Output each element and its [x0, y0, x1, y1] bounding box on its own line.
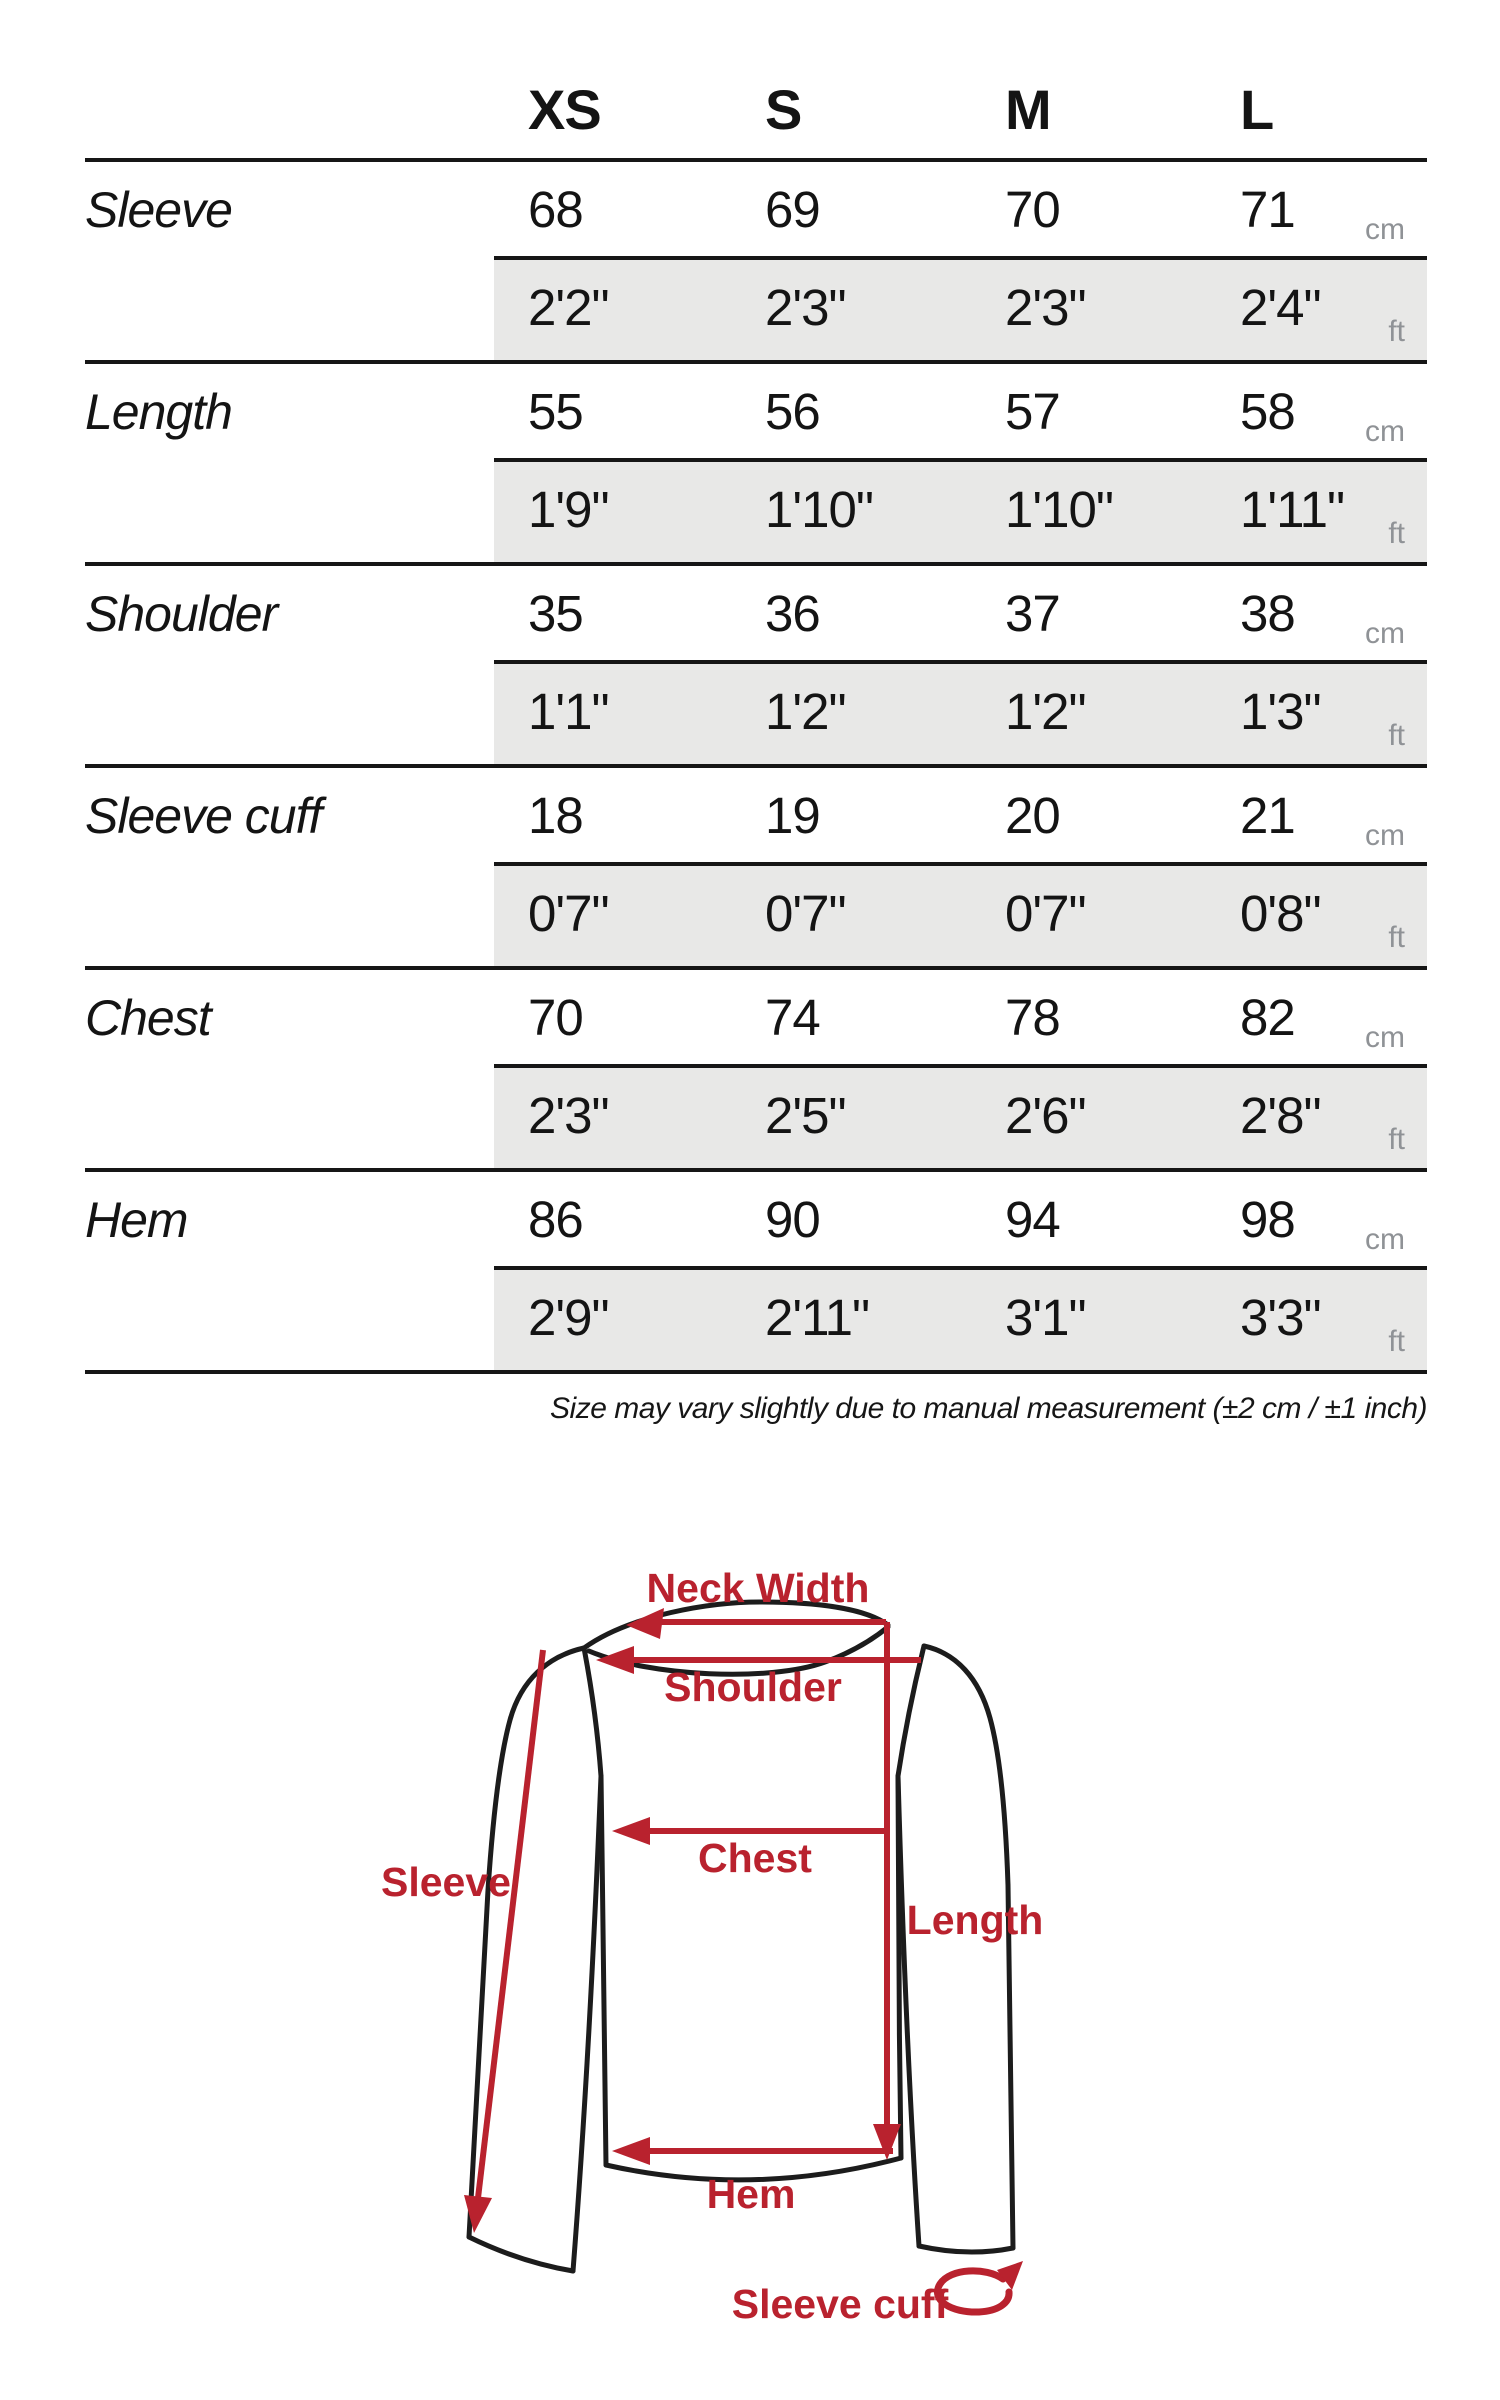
table-row-hem	[0, 1172, 1500, 1374]
ft-value: 2'3"	[1005, 279, 1086, 336]
ft-value: 0'8"	[1240, 885, 1321, 942]
ft-value: 1'3"	[1240, 683, 1321, 740]
table-row-sleeve-cuff	[0, 768, 1500, 970]
ft-value: 2'9"	[528, 1289, 609, 1346]
row-label: Sleeve	[85, 182, 232, 238]
unit-ft-label: ft	[1388, 921, 1405, 954]
ft-value: 1'2"	[765, 683, 846, 740]
diagram-label-sleeve: Sleeve	[381, 1859, 511, 1905]
sleeve-cuff-arrow	[937, 2261, 1023, 2312]
size-header-l: L	[1240, 78, 1274, 141]
cm-value: 20	[1005, 787, 1060, 844]
cm-value: 78	[1005, 989, 1060, 1046]
table-row-shoulder	[0, 566, 1500, 768]
cm-value: 70	[1005, 181, 1060, 238]
row-label: Sleeve cuff	[85, 788, 322, 844]
row-label: Chest	[85, 990, 211, 1046]
ft-value: 2'5"	[765, 1087, 846, 1144]
ft-value: 3'1"	[1005, 1289, 1086, 1346]
cm-value: 21	[1240, 787, 1295, 844]
ft-value: 1'9"	[528, 481, 609, 538]
cm-value: 70	[528, 989, 583, 1046]
cm-value: 94	[1005, 1191, 1060, 1248]
cm-value: 71	[1240, 181, 1295, 238]
cm-value: 36	[765, 585, 820, 642]
unit-cm-label: cm	[1365, 415, 1405, 448]
diagram-label-length: Length	[906, 1897, 1044, 1943]
cm-value: 38	[1240, 585, 1295, 642]
unit-cm-label: cm	[1365, 213, 1405, 246]
unit-cm-label: cm	[1365, 617, 1405, 650]
row-label: Hem	[85, 1192, 188, 1248]
ft-value: 2'4"	[1240, 279, 1321, 336]
diagram-label-hem: Hem	[706, 2171, 796, 2217]
ft-value: 2'3"	[765, 279, 846, 336]
diagram-label-chest: Chest	[698, 1835, 812, 1881]
ft-value: 1'10"	[1005, 481, 1113, 538]
unit-ft-label: ft	[1388, 719, 1405, 752]
row-label: Length	[85, 384, 232, 440]
ft-value: 0'7"	[528, 885, 609, 942]
ft-value: 1'1"	[528, 683, 609, 740]
unit-ft-label: ft	[1388, 1123, 1405, 1156]
measurement-disclaimer: Size may vary slightly due to manual measurement (±2 cm / ±1 inch)	[550, 1392, 1427, 1425]
cm-value: 86	[528, 1191, 583, 1248]
size-header-s: S	[765, 78, 802, 141]
ft-value: 2'6"	[1005, 1087, 1086, 1144]
ft-value: 2'11"	[765, 1289, 870, 1346]
table-row-length	[0, 364, 1500, 566]
hem-arrow	[612, 2137, 893, 2165]
ft-value: 2'3"	[528, 1087, 609, 1144]
table-row-chest	[0, 970, 1500, 1172]
unit-ft-label: ft	[1388, 517, 1405, 550]
cm-value: 58	[1240, 383, 1295, 440]
ft-value: 3'3"	[1240, 1289, 1321, 1346]
cm-value: 18	[528, 787, 583, 844]
cm-value: 68	[528, 181, 583, 238]
unit-cm-label: cm	[1365, 819, 1405, 852]
diagram-label-neck-width: Neck Width	[646, 1565, 870, 1611]
unit-cm-label: cm	[1365, 1223, 1405, 1256]
cm-value: 35	[528, 585, 583, 642]
size-header-m: M	[1005, 78, 1051, 141]
ft-value: 2'2"	[528, 279, 609, 336]
unit-ft-label: ft	[1388, 1325, 1405, 1358]
cm-value: 82	[1240, 989, 1295, 1046]
cm-value: 69	[765, 181, 820, 238]
row-separator	[85, 1370, 1427, 1374]
ft-value: 1'11"	[1240, 481, 1345, 538]
cm-value: 57	[1005, 383, 1060, 440]
cm-value: 37	[1005, 585, 1060, 642]
size-header-xs: XS	[528, 78, 601, 141]
cm-value: 55	[528, 383, 583, 440]
ft-value: 0'7"	[1005, 885, 1086, 942]
table-row-sleeve	[0, 162, 1500, 364]
garment-measurement-diagram	[0, 1530, 1500, 2400]
cm-value: 98	[1240, 1191, 1295, 1248]
ft-value: 1'2"	[1005, 683, 1086, 740]
diagram-label-shoulder: Shoulder	[664, 1664, 842, 1710]
row-label: Shoulder	[85, 586, 278, 642]
unit-cm-label: cm	[1365, 1021, 1405, 1054]
cm-value: 74	[765, 989, 820, 1046]
ft-value: 2'8"	[1240, 1087, 1321, 1144]
ft-value: 0'7"	[765, 885, 846, 942]
cm-value: 56	[765, 383, 820, 440]
diagram-label-sleeve-cuff: Sleeve cuff	[731, 2281, 949, 2327]
cm-value: 19	[765, 787, 820, 844]
cm-value: 90	[765, 1191, 820, 1248]
unit-ft-label: ft	[1388, 315, 1405, 348]
ft-value: 1'10"	[765, 481, 873, 538]
